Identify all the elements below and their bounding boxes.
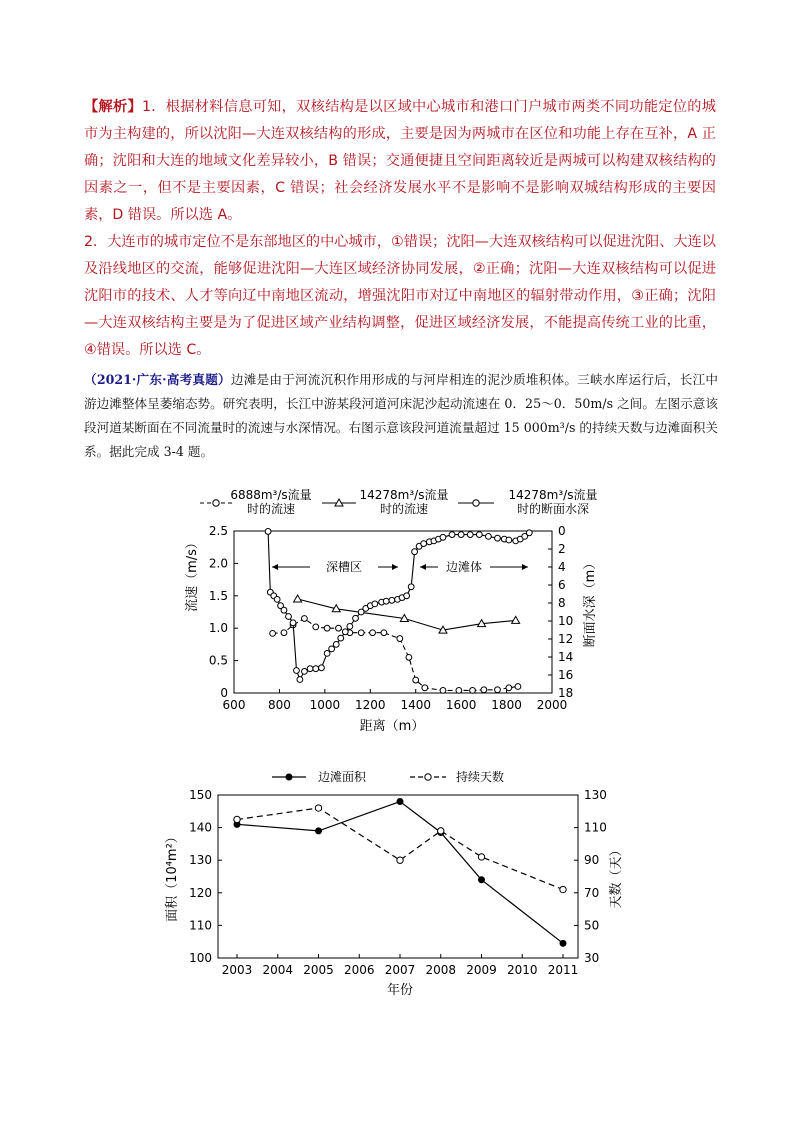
legend-label-14278-velocity-line1: 14278m³/s流量 — [359, 488, 449, 502]
y-right-tick-label: 130 — [584, 788, 607, 802]
data-point-circle — [440, 688, 446, 694]
data-point-circle — [372, 601, 378, 607]
x-tick-label: 1800 — [491, 698, 522, 712]
x-tick-label: 2009 — [466, 963, 497, 977]
answer-paragraph-2: 2．大连市的城市定位不是东部地区的中心城市，①错误；沈阳—大连双核结构可以促进沈阳、大连以及沿线地区的交流，能够促进沈阳—大连区域经济协同发展，②正确；沈阳—大连双核结构可以促进沈阳市的技术、人才等向辽中南地区流动，增强沈阳市对辽中南地区的辐射带动作用，③正确；沈阳—大连双核结构主要是为了促进区域产业结构调整，促进区域经济发展，不能提高传统工业的比重，④错误。所以选 C。 — [84, 234, 716, 358]
data-point-circle — [422, 685, 428, 691]
y-right-tick-label: 30 — [584, 951, 600, 965]
answer-paragraph-1 — [84, 94, 716, 229]
y-right-tick-label: 18 — [558, 686, 574, 700]
data-point-circle — [313, 624, 319, 630]
y-right-tick-label: 6 — [558, 578, 566, 592]
y-axis-right-label: 断面水深（m） — [583, 556, 598, 648]
y-left-tick-label: 130 — [189, 853, 212, 868]
data-point-circle — [281, 630, 287, 636]
data-point-circle — [338, 635, 344, 641]
legend-marker-filled-circle-icon — [286, 774, 293, 781]
data-point-circle — [406, 654, 412, 660]
y-axis-right-label: 天数（天） — [609, 843, 624, 909]
y-right-tick-label: 12 — [558, 632, 574, 646]
data-point-circle — [319, 665, 325, 671]
series-line-0 — [237, 802, 563, 944]
x-axis-label: 距离（m） — [359, 719, 425, 734]
velocity-depth-chart — [170, 482, 620, 744]
data-point-days — [560, 886, 566, 892]
series-line-0 — [273, 619, 518, 691]
y-right-tick-label: 14 — [558, 650, 574, 664]
data-point-triangle — [512, 616, 520, 623]
data-point-circle — [440, 534, 446, 540]
y-right-tick-label: 0 — [558, 524, 566, 538]
x-tick-label: 600 — [222, 698, 246, 712]
plot-frame — [218, 795, 578, 958]
data-point-circle — [342, 629, 348, 635]
x-tick-label: 1400 — [400, 698, 431, 712]
data-point-circle — [383, 598, 389, 604]
y-right-tick-label: 70 — [584, 885, 600, 900]
legend-label-14278-depth-line2: 时的断面水深 — [516, 502, 590, 516]
label-deep-channel: 深槽区 — [325, 560, 363, 574]
data-point-circle — [281, 607, 287, 613]
data-point-days — [478, 854, 484, 860]
data-point-circle — [358, 630, 364, 636]
x-tick-label: 2005 — [303, 963, 334, 977]
arrow-right-icon — [392, 564, 398, 570]
legend-label-14278-velocity-line2: 时的流速 — [379, 502, 429, 516]
y-right-tick-label: 90 — [584, 853, 600, 868]
y-left-tick-label: 2.5 — [208, 524, 228, 538]
y-right-tick-label: 2 — [558, 542, 566, 556]
data-point-circle — [347, 624, 353, 630]
data-point-circle — [353, 615, 359, 621]
data-point-circle — [476, 532, 482, 538]
y-left-tick-label: 100 — [189, 951, 212, 965]
data-point-circle — [294, 668, 300, 674]
data-point-days — [234, 816, 240, 822]
x-tick-label: 800 — [267, 698, 291, 712]
data-point-circle — [458, 532, 464, 538]
y-right-tick-label: 50 — [584, 918, 600, 933]
x-tick-label: 2004 — [262, 963, 294, 977]
data-point-area — [478, 876, 485, 883]
data-point-circle — [412, 549, 418, 555]
data-point-circle — [313, 666, 319, 672]
answer-explanation — [84, 94, 716, 364]
legend-marker-open-circle-icon — [425, 774, 431, 780]
legend — [272, 769, 504, 784]
y-left-tick-label: 1.0 — [208, 621, 228, 636]
x-tick-label: 1200 — [355, 698, 386, 712]
legend-label-14278-depth-line1: 14278m³/s流量 — [508, 488, 598, 502]
data-point-circle — [470, 688, 476, 694]
legend-label-6888-line1: 6888m³/s流量 — [230, 488, 312, 502]
data-point-circle — [324, 625, 330, 631]
y-left-tick-label: 120 — [189, 885, 212, 900]
data-point-circle — [404, 593, 410, 599]
data-point-days — [397, 857, 403, 863]
y-right-tick-label: 110 — [584, 820, 607, 835]
x-tick-label: 2006 — [343, 963, 375, 977]
data-point-circle — [336, 625, 342, 631]
legend-marker-circle-icon — [473, 500, 479, 506]
data-point-circle — [456, 688, 462, 694]
data-point-circle — [421, 541, 427, 547]
data-point-circle — [290, 620, 296, 626]
y-left-tick-label: 110 — [189, 918, 212, 933]
data-point-circle — [449, 532, 455, 538]
y-left-tick-label: 1.5 — [208, 588, 228, 603]
data-point-circle — [302, 616, 308, 622]
legend-label-area: 边滩面积 — [317, 770, 367, 784]
x-tick-label: 2007 — [384, 963, 416, 977]
data-point-circle — [486, 534, 492, 540]
y-right-tick-label: 4 — [558, 560, 566, 574]
y-right-tick-label: 10 — [558, 614, 574, 628]
question-source: （2021·广东·高考真题） — [84, 372, 231, 387]
data-point-circle — [307, 666, 313, 672]
data-point-circle — [506, 685, 512, 691]
data-point-circle — [274, 597, 280, 603]
x-tick-label: 2008 — [425, 963, 457, 977]
data-point-circle — [506, 537, 512, 543]
data-point-circle — [397, 636, 403, 642]
question-text: 边滩是由于河流沉积作用形成的与河岸相连的泥沙质堆积体。三峡水库运行后，长江中游边滩整体呈萎缩态势。研究表明，长江中游某段河道河床泥沙起动流速在 0．25～0．50m/s 之间。左图示意该段河道某断面在不同流量时的流速与水深情况。右图示意该段河道流量超过 15 000m³/s 的持续天数与边滩面积关系。据此完成 3-4 题。 — [84, 372, 719, 459]
x-tick-label: 2011 — [547, 963, 579, 977]
data-point-circle — [329, 646, 335, 652]
data-point-circle — [389, 597, 395, 603]
arrow-left-icon — [420, 564, 426, 570]
region-annotations — [272, 559, 528, 574]
x-tick-label: 2000 — [536, 698, 568, 712]
data-point-circle — [515, 684, 521, 690]
data-point-circle — [526, 530, 532, 536]
y-right-tick-label: 8 — [558, 596, 566, 610]
x-tick-label: 1000 — [309, 698, 341, 712]
data-point-circle — [270, 630, 276, 636]
data-point-circle — [333, 642, 339, 648]
data-point-circle — [370, 630, 376, 636]
data-point-circle — [324, 651, 330, 657]
legend-label-days: 持续天数 — [455, 770, 505, 784]
series-line-1 — [237, 808, 563, 890]
x-tick-label: 2010 — [506, 963, 538, 977]
data-point-area — [315, 827, 322, 834]
data-point-circle — [467, 532, 473, 538]
data-point-circle — [302, 669, 308, 675]
label-sandbar: 边滩体 — [445, 560, 483, 574]
series-line-2 — [268, 532, 529, 680]
legend — [200, 487, 597, 516]
answer-text-1: 1．根据材料信息可知，双核结构是以区域中心城市和港口门户城市两类不同功能定位的城市为主构建的，所以沈阳—大连双核结构的形成，主要是因为两城市在区位和功能上存在互补，A 正确；沈阳和大连的地域文化差异较小，B 错误；交通便捷且空间距离较近是两城可以构建双核结构的因素之一，但不是主要因素，C 错误；社会经济发展水平不是影响不是影响双城结构形成的主要因素，D 错误。所以选 A。 — [84, 99, 716, 223]
data-point-circle — [408, 584, 414, 590]
sandbar-area-days-chart — [160, 764, 624, 1000]
data-point-circle — [286, 614, 292, 620]
legend-marker-open-circle-icon — [213, 500, 219, 506]
y-left-tick-label: 150 — [189, 788, 212, 802]
data-point-area — [397, 798, 404, 805]
data-point-days — [315, 805, 321, 811]
data-point-circle — [381, 630, 387, 636]
y-axis-left-label: 面积（10⁴m²） — [165, 830, 180, 922]
data-point-circle — [481, 687, 487, 693]
data-point-circle — [413, 677, 419, 683]
data-point-circle — [297, 677, 303, 683]
y-left-tick-label: 0 — [220, 686, 228, 700]
data-point-triangle — [294, 595, 302, 602]
data-point-circle — [495, 535, 501, 541]
data-point-circle — [265, 529, 271, 535]
data-point-area — [560, 940, 567, 947]
x-tick-label: 1600 — [445, 698, 477, 712]
y-left-tick-label: 140 — [189, 820, 212, 835]
arrow-right-icon — [522, 564, 528, 570]
legend-label-6888-line2: 时的流速 — [246, 502, 296, 516]
x-tick-label: 2003 — [221, 963, 253, 977]
question-stem — [84, 368, 718, 464]
data-point-circle — [495, 687, 501, 693]
y-axis-left-label: 流速（m/s） — [185, 536, 200, 612]
data-point-days — [438, 828, 444, 834]
x-axis-label: 年份 — [386, 983, 414, 998]
y-left-tick-label: 0.5 — [208, 653, 228, 668]
y-right-tick-label: 16 — [558, 668, 574, 682]
y-left-tick-label: 2.0 — [208, 556, 228, 571]
answer-tag: 【解析】 — [84, 99, 142, 115]
arrow-left-icon — [272, 564, 278, 570]
